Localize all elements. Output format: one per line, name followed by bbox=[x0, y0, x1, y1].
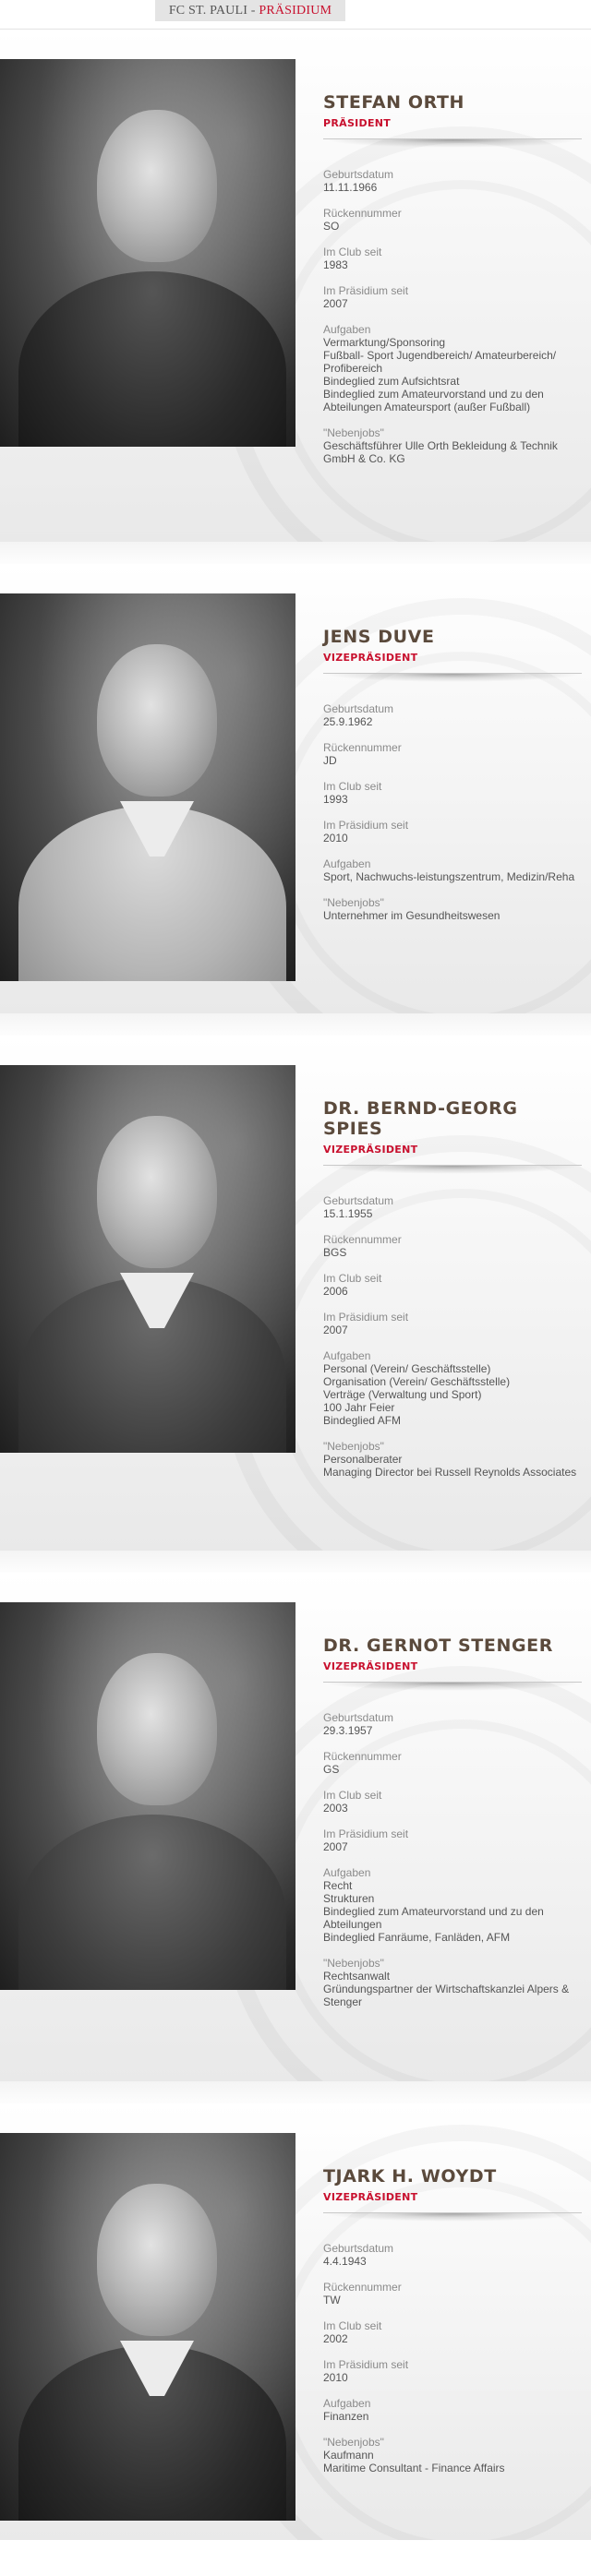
member-photo bbox=[0, 2133, 296, 2521]
field-value: Vermarktung/Sponsoring Fußball- Sport Jugendbereich/ Amateurbereich/ Profibereich Bindeglied zum Aufsichtsrat Bindeglied zum Amateurvorstand und zu den Abteilungen Amateursport (außer Fußball) bbox=[323, 336, 557, 413]
divider bbox=[323, 138, 582, 148]
member-info bbox=[323, 59, 582, 478]
field-board-since bbox=[323, 1827, 582, 1853]
field-birthdate bbox=[323, 1194, 582, 1220]
field-label: "Nebenjobs" bbox=[323, 896, 384, 909]
field-club-since bbox=[323, 1272, 582, 1298]
member-role: PRÄSIDENT bbox=[323, 117, 392, 129]
field-value: Personalberater Managing Director bei Russell Reynolds Associates bbox=[323, 1453, 577, 1479]
field-number bbox=[323, 1233, 582, 1259]
field-tasks bbox=[323, 1866, 582, 1944]
field-value: 2002 bbox=[323, 2332, 348, 2345]
field-value: Geschäftsführer Ulle Orth Bekleidung & Technik GmbH & Co. KG bbox=[323, 439, 558, 465]
field-value: 1983 bbox=[323, 258, 348, 271]
field-value: 4.4.1943 bbox=[323, 2255, 367, 2268]
member-role: VIZEPRÄSIDENT bbox=[323, 1660, 418, 1672]
field-side-jobs bbox=[323, 896, 582, 922]
field-label: Im Club seit bbox=[323, 2319, 382, 2332]
member-card bbox=[0, 1573, 591, 2081]
member-name: DR. BERND-GEORG SPIES bbox=[323, 1098, 518, 1139]
field-label: Im Präsidium seit bbox=[323, 819, 409, 832]
member-card bbox=[0, 2103, 591, 2540]
field-label: Rückennummer bbox=[323, 2281, 402, 2294]
field-label: Geburtsdatum bbox=[323, 1194, 394, 1207]
section-separator bbox=[0, 1551, 591, 1573]
member-photo bbox=[0, 59, 296, 447]
member-name: STEFAN ORTH bbox=[323, 92, 465, 113]
field-tasks bbox=[323, 857, 582, 883]
field-value: Unternehmer im Gesundheitswesen bbox=[323, 909, 501, 922]
field-label: Im Club seit bbox=[323, 246, 382, 258]
member-name: JENS DUVE bbox=[323, 627, 435, 647]
field-label: Aufgaben bbox=[323, 2397, 371, 2410]
member-role: VIZEPRÄSIDENT bbox=[323, 1144, 418, 1156]
photo-head bbox=[97, 1116, 217, 1268]
member-card bbox=[0, 564, 591, 1013]
member-role: VIZEPRÄSIDENT bbox=[323, 652, 418, 664]
field-label: Im Präsidium seit bbox=[323, 284, 409, 297]
field-label: Im Club seit bbox=[323, 780, 382, 793]
field-label: Rückennummer bbox=[323, 741, 402, 754]
member-info bbox=[323, 593, 582, 935]
field-label: Im Präsidium seit bbox=[323, 1827, 409, 1840]
section-separator bbox=[0, 2081, 591, 2103]
field-club-since bbox=[323, 246, 582, 271]
field-side-jobs bbox=[323, 2436, 582, 2474]
member-photo bbox=[0, 1602, 296, 1990]
field-label: "Nebenjobs" bbox=[323, 426, 384, 439]
field-number bbox=[323, 1750, 582, 1776]
field-label: Im Präsidium seit bbox=[323, 1311, 409, 1324]
divider bbox=[323, 2212, 582, 2222]
field-value: 25.9.1962 bbox=[323, 715, 373, 728]
field-label: Aufgaben bbox=[323, 1349, 371, 1362]
field-value: Rechtsanwalt Gründungspartner der Wirtschaftskanzlei Alpers & Stenger bbox=[323, 1970, 570, 2008]
field-tasks bbox=[323, 1349, 582, 1427]
field-value: 2010 bbox=[323, 832, 348, 845]
section-name: PRÄSIDIUM bbox=[259, 4, 332, 18]
field-side-jobs bbox=[323, 1957, 582, 2008]
field-label: Geburtsdatum bbox=[323, 2242, 394, 2255]
member-info bbox=[323, 2133, 582, 2487]
field-label: Aufgaben bbox=[323, 857, 371, 870]
title-separator: - bbox=[247, 4, 259, 18]
field-value: 15.1.1955 bbox=[323, 1207, 373, 1220]
field-value: JD bbox=[323, 754, 337, 767]
member-name: DR. GERNOT STENGER bbox=[323, 1635, 553, 1656]
field-value: 29.3.1957 bbox=[323, 1724, 373, 1737]
field-value: 2006 bbox=[323, 1285, 348, 1298]
member-info bbox=[323, 1065, 582, 1492]
member-card bbox=[0, 30, 591, 542]
field-value: 11.11.1966 bbox=[323, 181, 378, 194]
field-label: "Nebenjobs" bbox=[323, 1440, 384, 1453]
member-card bbox=[0, 1036, 591, 1551]
field-value: SO bbox=[323, 220, 340, 233]
field-value: TW bbox=[323, 2294, 341, 2306]
field-value: 2007 bbox=[323, 1840, 348, 1853]
field-number bbox=[323, 741, 582, 767]
field-side-jobs bbox=[323, 426, 582, 465]
section-separator bbox=[0, 1013, 591, 1036]
field-label: Geburtsdatum bbox=[323, 702, 394, 715]
photo-head bbox=[97, 110, 217, 262]
photo-head bbox=[97, 644, 217, 797]
field-label: "Nebenjobs" bbox=[323, 1957, 384, 1970]
field-label: Im Club seit bbox=[323, 1789, 382, 1802]
field-label: Rückennummer bbox=[323, 1233, 402, 1246]
field-birthdate bbox=[323, 1711, 582, 1737]
field-value: Finanzen bbox=[323, 2410, 369, 2423]
field-value: Kaufmann Maritime Consultant - Finance Affairs bbox=[323, 2449, 505, 2474]
field-label: Im Club seit bbox=[323, 1272, 382, 1285]
divider bbox=[323, 1682, 582, 1691]
member-photo bbox=[0, 1065, 296, 1453]
field-birthdate bbox=[323, 2242, 582, 2268]
divider bbox=[323, 673, 582, 682]
member-photo bbox=[0, 593, 296, 981]
member-name: TJARK H. WOYDT bbox=[323, 2166, 497, 2187]
field-value: Personal (Verein/ Geschäftsstelle) Organisation (Verein/ Geschäftsstelle) Verträge (Verwaltung und Sport) 100 Jahr Feier Bindeglied AFM bbox=[323, 1362, 511, 1427]
section-separator bbox=[0, 542, 591, 564]
field-value: Recht Strukturen Bindeglied zum Amateurvorstand und zu den Abteilungen Bindeglied Fanräume, Fanläden, AFM bbox=[323, 1879, 544, 1944]
field-value: GS bbox=[323, 1763, 340, 1776]
field-value: 2003 bbox=[323, 1802, 348, 1815]
field-tasks bbox=[323, 2397, 582, 2423]
field-board-since bbox=[323, 2358, 582, 2384]
field-label: Rückennummer bbox=[323, 207, 402, 220]
member-info bbox=[323, 1602, 582, 2021]
field-board-since bbox=[323, 284, 582, 310]
field-value: BGS bbox=[323, 1246, 347, 1259]
member-role: VIZEPRÄSIDENT bbox=[323, 2191, 418, 2203]
field-side-jobs bbox=[323, 1440, 582, 1479]
club-name: FC ST. PAULI bbox=[168, 4, 248, 18]
field-number bbox=[323, 207, 582, 233]
page-title-tab bbox=[155, 0, 345, 21]
field-value: 2007 bbox=[323, 297, 348, 310]
field-value: 1993 bbox=[323, 793, 348, 806]
field-label: Geburtsdatum bbox=[323, 1711, 394, 1724]
field-label: Im Präsidium seit bbox=[323, 2358, 409, 2371]
field-number bbox=[323, 2281, 582, 2306]
field-value: 2010 bbox=[323, 2371, 348, 2384]
field-board-since bbox=[323, 819, 582, 845]
field-value: 2007 bbox=[323, 1324, 348, 1336]
field-label: Aufgaben bbox=[323, 1866, 371, 1879]
field-label: Geburtsdatum bbox=[323, 168, 394, 181]
field-birthdate bbox=[323, 168, 582, 194]
field-board-since bbox=[323, 1311, 582, 1336]
field-birthdate bbox=[323, 702, 582, 728]
top-bar bbox=[0, 0, 591, 30]
field-club-since bbox=[323, 2319, 582, 2345]
divider bbox=[323, 1165, 582, 1174]
field-club-since bbox=[323, 780, 582, 806]
photo-head bbox=[97, 1653, 217, 1805]
photo-head bbox=[97, 2184, 217, 2336]
field-club-since bbox=[323, 1789, 582, 1815]
field-label: Aufgaben bbox=[323, 323, 371, 336]
field-tasks bbox=[323, 323, 582, 413]
field-label: "Nebenjobs" bbox=[323, 2436, 384, 2449]
field-label: Rückennummer bbox=[323, 1750, 402, 1763]
field-value: Sport, Nachwuchs-leistungszentrum, Medizin/Reha bbox=[323, 870, 575, 883]
